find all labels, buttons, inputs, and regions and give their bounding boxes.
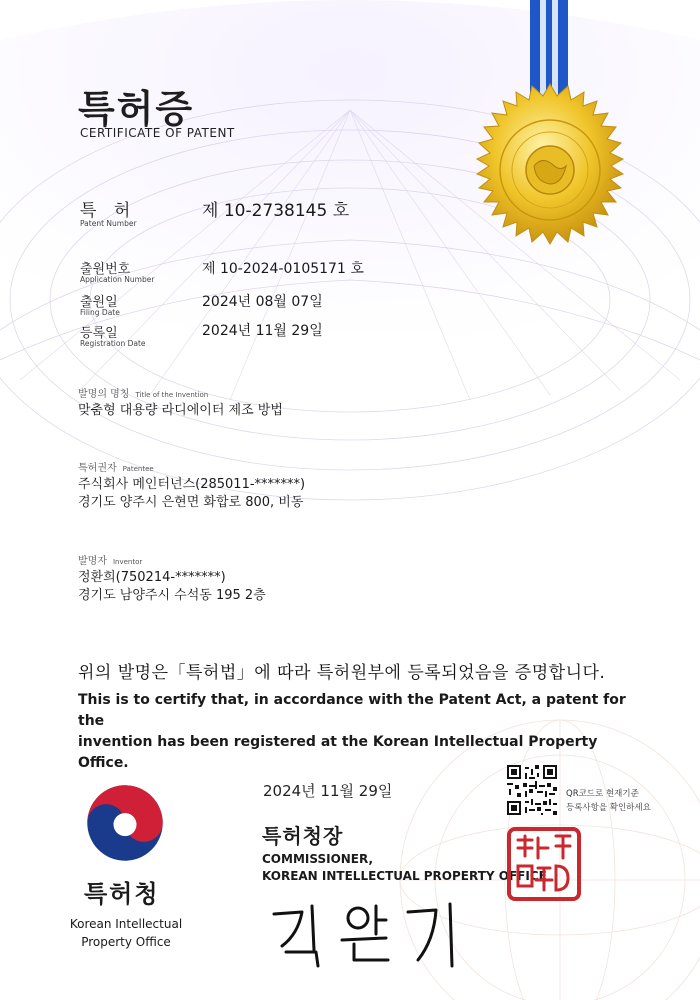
patent-number-label-english: Patent Number (80, 219, 137, 228)
commissioner-title-english-line-1: COMMISSIONER, (262, 852, 374, 866)
inventor-name: 정환희(750214-*******) (78, 570, 226, 585)
qr-code[interactable] (507, 765, 557, 815)
handwritten-signature (268, 900, 468, 970)
application-number-value: 제 10-2024-0105171 호 (202, 261, 364, 277)
invention-title-label-english: Title of the Invention (135, 391, 209, 399)
invention-title-label: 발명의 명칭 (78, 389, 130, 400)
registration-date-value: 2024년 11월 29일 (202, 323, 323, 339)
certificate-title-korean: 특허증 (78, 87, 195, 131)
patentee-address: 경기도 양주시 은현면 화합로 800, 비동 (78, 495, 304, 510)
kipo-logo-icon (84, 782, 166, 864)
patent-number-value: 제 10-2738145 호 (202, 201, 350, 221)
patentee-label: 특허권자 (78, 463, 117, 474)
commissioner-title-korean: 특허청장 (262, 824, 344, 848)
qr-instruction-line-2: 등록사항을 확인하세요 (566, 803, 651, 813)
certification-english-line-2: invention has been registered at the Korean Intellectual Property Office. (78, 734, 598, 771)
application-number-label-english: Application Number (80, 275, 155, 284)
issue-date: 2024년 11월 29일 (263, 782, 393, 800)
gold-seal (462, 0, 638, 262)
application-number-label: 출원번호 (80, 262, 131, 277)
filing-date-label: 출원일 (80, 295, 118, 310)
organization-name-english-line-2: Property Office (81, 935, 171, 949)
official-stamp (506, 826, 582, 902)
registration-date-label: 등록일 (80, 326, 118, 341)
qr-instruction (566, 787, 651, 815)
registration-date-label-english: Registration Date (80, 339, 146, 348)
certification-statement-english (78, 690, 638, 774)
certificate-title-english: CERTIFICATE OF PATENT (80, 126, 235, 140)
commissioner-title-english (262, 851, 547, 885)
patentee-label-english: Patentee (122, 465, 154, 473)
filing-date-value: 2024년 08월 07일 (202, 294, 323, 310)
inventor-label-english: Inventor (112, 558, 143, 566)
certification-english-line-1: This is to certify that, in accordance with the Patent Act, a patent for the (78, 692, 626, 729)
patent-number-label: 특 허 (80, 201, 137, 221)
commissioner-title-english-line-2: KOREAN INTELLECTUAL PROPERTY OFFICE (262, 869, 547, 883)
qr-instruction-line-1: QR코드로 현재기준 (566, 789, 639, 799)
organization-name-english (66, 915, 186, 951)
inventor-address: 경기도 남양주시 수석동 195 2층 (78, 588, 266, 603)
organization-name-english-line-1: Korean Intellectual (69, 917, 183, 931)
certification-statement-korean: 위의 발명은「특허법」에 따라 특허원부에 등록되었음을 증명합니다. (78, 663, 606, 683)
filing-date-label-english: Filing Date (80, 308, 120, 317)
organization-name-korean: 특허청 (84, 880, 160, 908)
invention-title-value: 맞춤형 대용량 라디에이터 제조 방법 (78, 403, 283, 418)
patentee-name: 주식회사 메인터넌스(285011-*******) (78, 477, 306, 492)
inventor-label: 발명자 (78, 556, 107, 567)
